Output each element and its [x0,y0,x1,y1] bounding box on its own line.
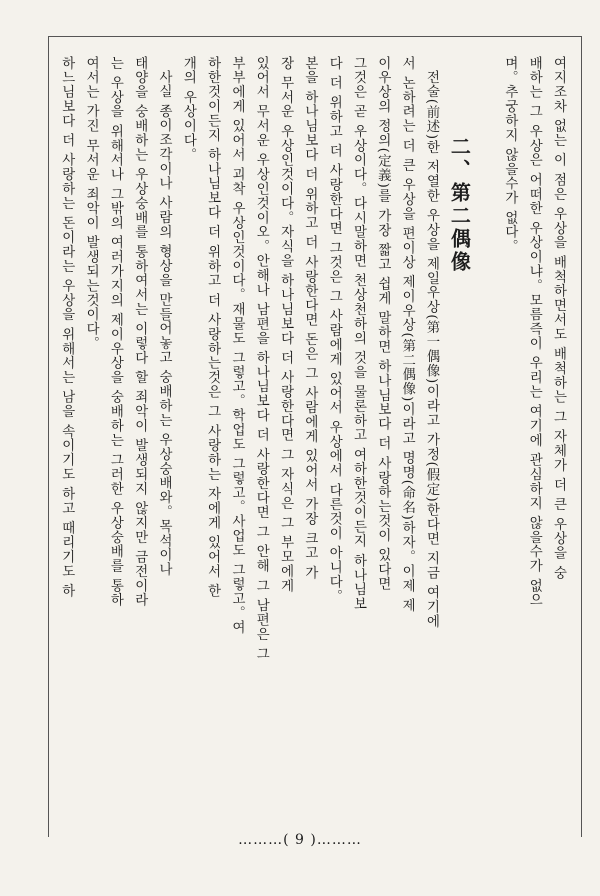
text-column: 태양을 숭배하는 우상숭배를 통하여서는 이렇다 할 죄악이 발생되지 않지만 금전이라 [132,56,148,608]
section-heading: 二、第二偶像 [447,136,472,274]
text-column: 그것은 곧 우상이다。다시말하면 천상천하의 것을 물론하고 여하한것이든지 하나님보 [351,56,367,612]
text-column: 있어서 무서운 우상인것이오。안해나 남편을 하나님보다 더 사랑한다면 그 안해 그 남편은 그 [253,56,269,662]
text-column: 며。추궁하지 않을수가 없다。 [502,56,518,254]
text-column: 서 논하려는 더 큰 우상을 편이상 제이우상(第二偶像)이라고 명명(命名)하자。이제 제 [399,56,415,613]
text-column: 배하는 그 우상은 어떠한 우상이냐。모름즉이 우리는 여기에 관심하지 않을수가 없으 [526,56,542,608]
text-column: 다 더 위하고 더 사랑한다면 그것은 그 사람에게 있어서 우상에서 다른것이 아니다。 [326,56,342,604]
text-column: 전술(前述)한 저열한 우상을 제일우상(第一偶像)이라고 가정(假定)한다면 지금 여기에 [423,70,439,629]
text-column: 장 무서운 우상인것이다。자식을 하나님보다 더 사랑한다면 그 자식은 그 부모에게 [278,56,294,593]
text-column: 사실 종이조각이나 사람의 형상을 만들어놓고 숭배하는 우상숭배와。목석이나 [156,70,172,577]
page-number: ………( 9 )……… [238,832,362,848]
text-column: 부부에게 있어서 괴착 우상인것이다。재물도 그렇고。학업도 그렇고。사업도 그렇고。여 [229,56,245,635]
text-column: 하느님보다 더 사랑하는 돈이라는 우상을 위해서는 남을 속이기도 하고 때리기도 하 [59,56,75,599]
text-column: 이우상의 정의(定義)를 가장 짧고 쉽게 말하면 하나님보다 더 사랑하는것이 있다면 [375,56,391,591]
column-spacer [480,56,495,816]
text-column: 하한것이든지 하나님보다 더 위하고 더 사랑하는것은 그 사랑하는 자에게 있어서 한 [205,56,221,599]
text-column: 는 우상을 위해서나 그밖의 여러가지의 제이우상을 숭배하는 그러한 우상숭배를 통하 [107,56,123,608]
text-column: 개의 우상이다。 [180,56,196,163]
text-column: 본을 하나님보다 더 위하고 더 사랑한다면 돈은 그 사람에게 있어서 가장 크고 가 [302,56,318,580]
text-body [58,56,568,816]
text-column: 여서는 가진 무서운 죄악이 발생되는것이다。 [83,56,99,351]
text-column: 여지조차 없는 이 점은 우상을 배척하면서도 배척하는 그 자체가 더 큰 우상을 숭 [551,56,566,580]
